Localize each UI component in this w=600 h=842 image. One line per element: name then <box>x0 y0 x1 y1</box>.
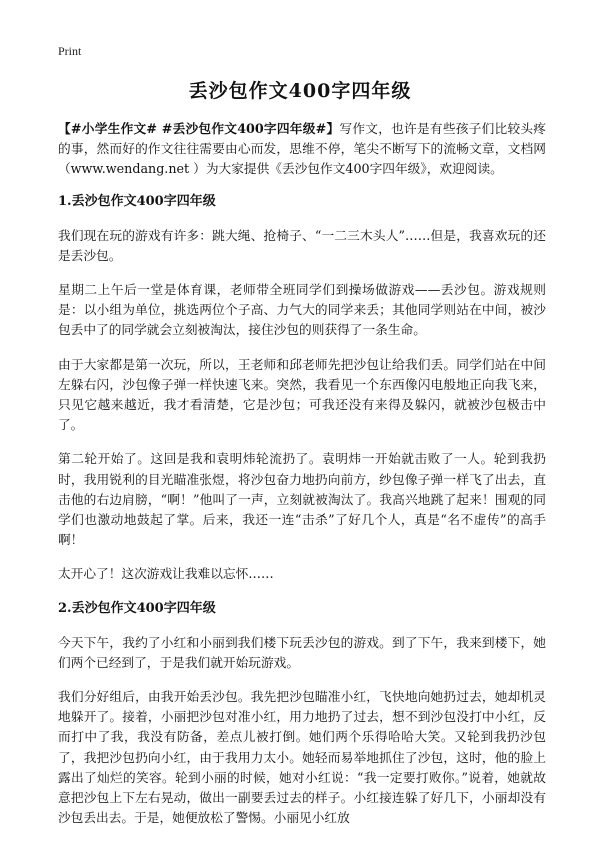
paragraph: 星期二上午后一堂是体育课，老师带全班同学们到操场做游戏——丢沙包。游戏规则是：以小组为单位，挑选两位个子高、力气大的同学来丢；其他同学则站在中间，被沙包丢中了的同学就会立刻被淘汰，接住沙包的则获得了一条生命。 <box>58 282 546 338</box>
paragraph: 我们分好组后，由我开始丢沙包。我先把沙包瞄准小红，飞快地向她扔过去，她却机灵地躲开了。接着，小丽把沙包对准小红，用力地扔了过去，想不到沙包没打中小红，反而打中了我，我没有防备，差点儿被打倒。她们两个乐得哈哈大笑。又轮到我扔沙包了，我把沙包扔向小红，由于我用力太小。她轻而易举地抓住了沙包，这时，他的脸上露出了灿烂的笑容。轮到小丽的时候，她对小红说：“我一定要打败你。”说着，她就故意把沙包上下左右晃动，做出一副要丢过去的样子。小红接连躲了好几下，小丽却没有沙包丢出去。于是，她便放松了警惕。小丽见小红放 <box>58 689 546 826</box>
article-body <box>58 119 546 842</box>
intro-text: 写作文，也许是有些孩子们比较头疼的事，然而好的作文往往需要由心而发，思维不停，笔尖不断写下的流畅文章，文档网（www.wendang.net ）为大家提供《丢沙包作文400字四年级》，欢迎阅读。 <box>58 121 546 177</box>
section-heading: 1.丢沙包作文400字四年级 <box>58 193 216 209</box>
paragraph: 太开心了！这次游戏让我难以忘怀…… <box>58 566 274 582</box>
paragraph: 我们现在玩的游戏有许多：跳大绳、抢椅子、“一二三木头人”……但是，我喜欢玩的还是丢沙包。 <box>58 227 546 263</box>
paragraph: 由于大家都是第一次玩，所以，王老师和邱老师先把沙包让给我们丢。同学们站在中间左躲右闪，沙包像子弹一样快速飞来。突然，我看见一个东西像闪电般地正向我飞来，只见它越来越近，我才看清楚，它是沙包；可我还没有来得及躲闪，就被沙包极击中了。 <box>58 356 546 433</box>
print-label[interactable]: Print <box>58 44 82 58</box>
paragraph: 今天下午，我约了小红和小丽到我们楼下玩丢沙包的游戏。到了下午，我来到楼下，她们两个已经到了，于是我们就开始玩游戏。 <box>58 634 546 670</box>
section-heading: 2.丢沙包作文400字四年级 <box>58 600 216 616</box>
intro-tags: 【#小学生作文# #丢沙包作文400字四年级#】 <box>58 121 340 136</box>
intro-paragraph <box>58 119 546 180</box>
paragraph: 第二轮开始了。这回是我和袁明炜轮流扔了。袁明炜一开始就击败了一人。轮到我扔时，我用锐利的目光瞄准张煜，将沙包奋力地扔向前方，纱包像子弹一样飞了出去，直击他的右边肩膀，“啊！”他叫了一声，立刻就被淘汰了。我高兴地跳了起来！围观的同学们也激动地鼓起了掌。后来，我还一连“击杀”了好几个人，真是“名不虚传”的高手啊！ <box>58 451 546 548</box>
page-title: 丢沙包作文400字四年级 <box>188 80 412 102</box>
